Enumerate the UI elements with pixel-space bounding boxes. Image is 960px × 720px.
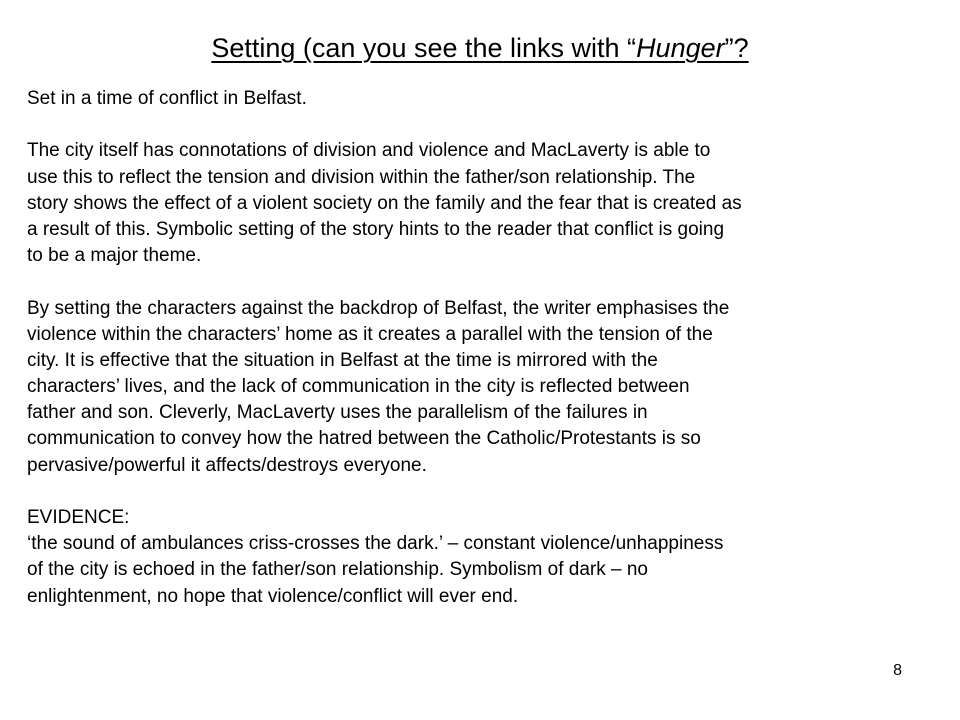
page-number: 8: [893, 662, 902, 679]
text-line: a result of this. Symbolic setting of the story hints to the reader that conflict is going: [27, 218, 725, 240]
text-line: city. It is effective that the situation in Belfast at the time is mirrored with the: [27, 349, 658, 371]
paragraph-backdrop: [27, 296, 937, 479]
evidence-heading: EVIDENCE:: [27, 507, 130, 528]
text-line: pervasive/powerful it affects/destroys everyone.: [27, 454, 427, 476]
text-line: father and son. Cleverly, MacLaverty uses the parallelism of the failures in: [27, 402, 648, 424]
paragraph-gap: [27, 112, 937, 138]
text-line: to be a major theme.: [27, 245, 202, 267]
paragraph-setting-connotations: [27, 138, 937, 269]
text-line: ‘the sound of ambulances criss-crosses the dark.’ – constant violence/unhappiness: [27, 533, 724, 555]
intro-line: Set in a time of conflict in Belfast.: [27, 88, 307, 109]
text-line: story shows the effect of a violent society on the family and the fear that is created as: [27, 192, 742, 214]
title-italic-hunger: Hunger: [636, 33, 725, 63]
text-line: use this to reflect the tension and division within the father/son relationship. The: [27, 166, 696, 188]
paragraph-gap: [27, 479, 937, 505]
text-line: of the city is echoed in the father/son relationship. Symbolism of dark – no: [27, 559, 648, 581]
text-line: characters’ lives, and the lack of communication in the city is reflected between: [27, 376, 690, 398]
text-line: By setting the characters against the backdrop of Belfast, the writer emphasises the: [27, 297, 730, 319]
title-prefix: Setting (can you see the links with “: [211, 33, 637, 63]
title-suffix: ”?: [724, 33, 749, 63]
slide-title: [0, 30, 960, 66]
slide-body: [27, 86, 937, 610]
text-line: enlightenment, no hope that violence/conflict will ever end.: [27, 585, 519, 607]
text-line: The city itself has connotations of division and violence and MacLaverty is able to: [27, 140, 711, 162]
text-line: violence within the characters’ home as it creates a parallel with the tension of the: [27, 323, 713, 345]
evidence-paragraph: [27, 531, 937, 610]
paragraph-gap: [27, 269, 937, 295]
text-line: communication to convey how the hatred between the Catholic/Protestants is so: [27, 428, 701, 450]
